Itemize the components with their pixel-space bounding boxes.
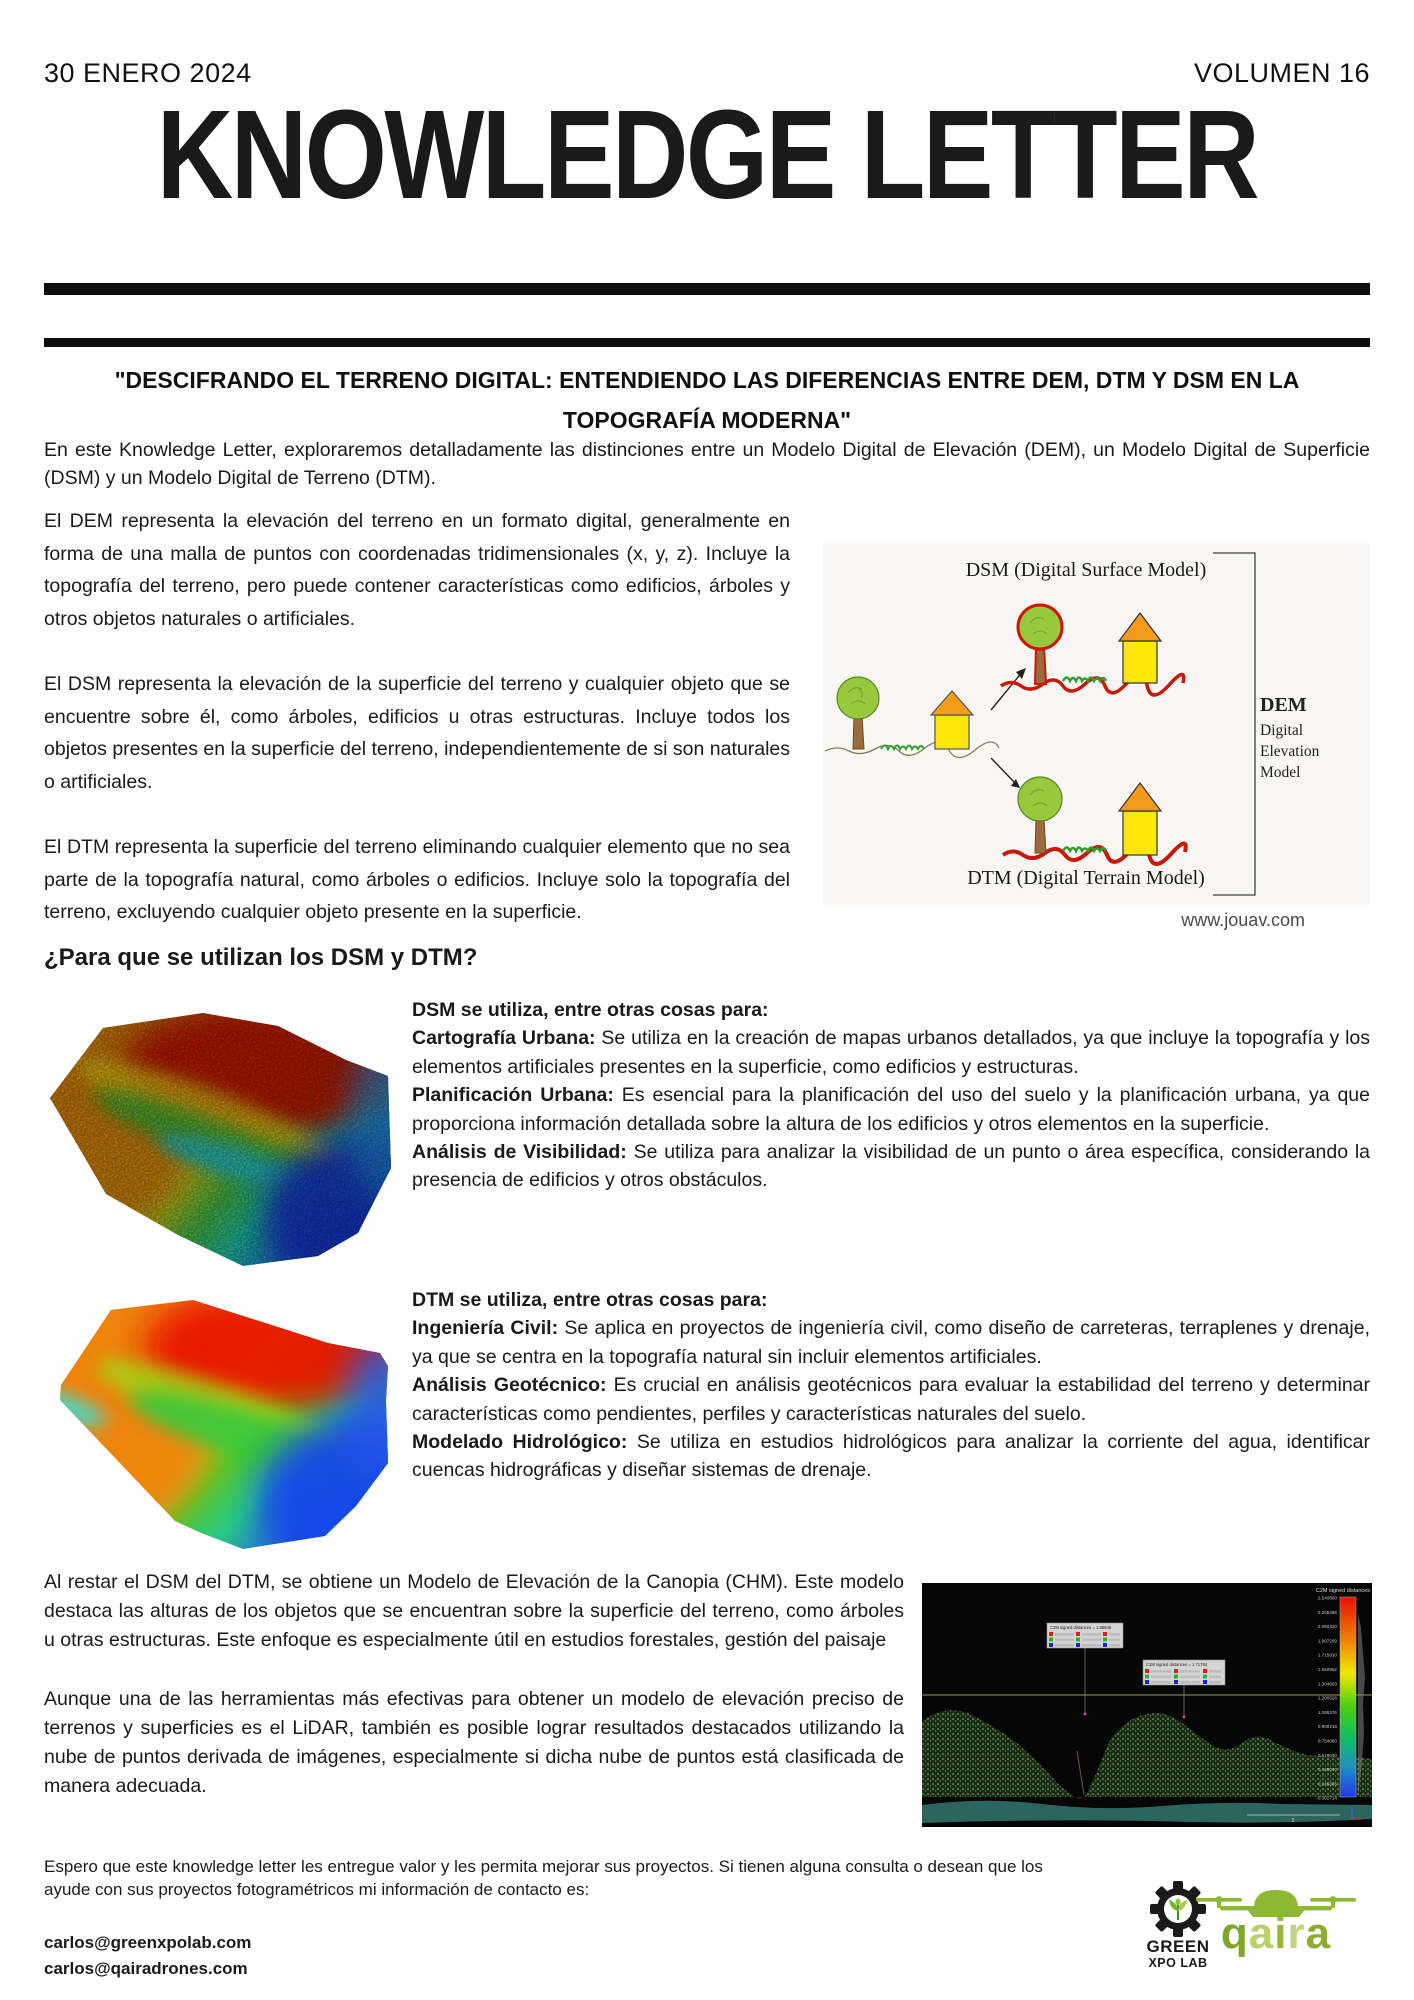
svg-text:0.579030: 0.579030	[1317, 1752, 1337, 1758]
dtm-tree-trunk	[1035, 819, 1046, 853]
tooltip-title: C2M signed distances = 1.68945	[1050, 1625, 1112, 1630]
dtm-tree-canopy	[1018, 777, 1062, 821]
use-term: Ingeniería Civil:	[412, 1317, 559, 1340]
definitions-column	[44, 505, 790, 962]
dsm-house	[1123, 641, 1157, 683]
tooltip-title: C2M signed distances = 1.71784	[1146, 1662, 1208, 1667]
svg-text:2.540800: 2.540800	[1317, 1595, 1337, 1601]
dsm-uses-block	[412, 996, 1370, 1195]
svg-text:0.754060: 0.754060	[1317, 1738, 1337, 1744]
use-term: Cartografía Urbana:	[412, 1027, 596, 1050]
use-term: Análisis de Visibilidad:	[412, 1141, 627, 1164]
divider-bar-top	[44, 283, 1370, 295]
tree-canopy-icon	[837, 677, 879, 719]
use-text: Es esencial para la planificación del uso del suelo y la planificación urbana, ya que proporciona información detallada sobre la altura de los edificios y otros elementos en la superficie.	[412, 1084, 1370, 1135]
svg-text:-0.002714: -0.002714	[1316, 1795, 1337, 1801]
contact-email-qairadrones: carlos@qairadrones.com	[44, 1959, 248, 1978]
chm-paragraph: Al restar el DSM del DTM, se obtiene un Modelo de Elevación de la Canopia (CHM). Este modelo destaca las alturas de los objetos que se encuentran sobre la superficie del terreno, como árboles u otras estructuras. Este enfoque es especialmente útil en estudios forestales, gestión del paisaje	[44, 1571, 904, 1651]
dtm-use-item	[412, 1314, 1370, 1371]
diagram-dem-sub3: Model	[1260, 764, 1301, 781]
masthead-date: 30 ENERO 2024	[44, 58, 252, 88]
svg-text:1.066376: 1.066376	[1317, 1709, 1337, 1715]
house-icon	[935, 715, 969, 749]
dsm-tree-canopy	[1018, 605, 1062, 649]
use-term: Planificación Urbana:	[412, 1084, 614, 1107]
svg-text:2.265486: 2.265486	[1317, 1609, 1337, 1615]
use-text: Se utiliza en la creación de mapas urbanos detallados, ya que incluye la topografía y los elementos artificiales presentes en la superficie, como edificios y estructuras.	[412, 1027, 1370, 1078]
masthead-volume: VOLUMEN 16	[1193, 58, 1370, 88]
dsm-tree-trunk	[1035, 646, 1046, 684]
diagram-dem-sub1: Digital	[1260, 722, 1304, 739]
dem-paragraph: El DEM representa la elevación del terreno en un formato digital, generalmente en forma de una malla de puntos con coordenadas tridimensionales (x, y, z). Incluye la topografía del terreno, pero puede contener características como edificios, árboles y otros objetos naturales o artificiales.	[44, 510, 790, 630]
svg-text:1.715810: 1.715810	[1317, 1652, 1337, 1658]
diagram-dem-sub2: Elevation	[1260, 743, 1320, 760]
svg-text:1.907209: 1.907209	[1317, 1638, 1337, 1644]
colorbar-title: C2M signed distances	[1315, 1588, 1370, 1594]
dem-dsm-dtm-diagram	[823, 543, 1370, 905]
dsm-paragraph: El DSM representa la elevación de la superficie del terreno y cualquier objeto que se encuentre sobre él, como árboles, edificios u otras estructuras. Incluye todos los objetos presentes en la superficie del terreno, independientemente de si son naturales o artificiales.	[44, 673, 790, 793]
greenxpolab-logo-text1: GREEN	[1146, 1937, 1210, 1956]
headline: "DESCIFRANDO EL TERRENO DIGITAL: ENTENDIENDO LAS DIFERENCIAS ENTRE DEM, DTM Y DSM EN LA TOPOGRAFÍA MODERNA"	[114, 367, 1300, 433]
use-term: Modelado Hidrológico:	[412, 1431, 628, 1454]
diagram-dtm-label: DTM (Digital Terrain Model)	[967, 867, 1205, 889]
use-text: Se utiliza para analizar la visibilidad de un punto o área específica, considerando la presencia de edificios y otros obstáculos.	[412, 1141, 1370, 1192]
newsletter-title: KNOWLEDGE LETTER	[156, 84, 1258, 225]
dsm-use-item	[412, 1024, 1370, 1081]
section-title: ¿Para que se utilizan los DSM y DTM?	[44, 944, 478, 971]
dtm-uses-heading: DTM se utiliza, entre otras cosas para:	[412, 1289, 768, 1311]
divider-bar-bottom	[44, 338, 1370, 347]
svg-text:0.460040: 0.460040	[1317, 1767, 1337, 1773]
contact-emails	[44, 1930, 251, 1982]
diagram-caption: www.jouav.com	[1181, 910, 1305, 930]
use-text: Es crucial en análisis geotécnicos para evaluar la estabilidad del terreno y determinar características como pendientes, perfiles y características naturales del suelo.	[412, 1374, 1371, 1425]
closing-column	[44, 1568, 904, 1831]
qaira-logo	[1196, 1886, 1356, 1958]
dtm-elevation-image	[28, 1288, 400, 1552]
svg-text:1.200526: 1.200526	[1317, 1695, 1337, 1701]
dtm-uses-block	[412, 1286, 1370, 1485]
diagram-dsm-label: DSM (Digital Surface Model)	[965, 559, 1207, 581]
svg-text:0.900218: 0.900218	[1317, 1724, 1337, 1730]
dtm-house	[1123, 811, 1157, 855]
lidar-screenshot	[922, 1583, 1372, 1827]
tree-trunk-icon	[853, 715, 864, 749]
dtm-use-item	[412, 1428, 1370, 1485]
qaira-logo-word: qaira	[1220, 1909, 1332, 1958]
use-text: Se aplica en proyectos de ingeniería civil, como diseño de carreteras, terraplenes y drenaje, ya que se centra en la topografía natural sin incluir elementos artificiales.	[412, 1317, 1370, 1368]
footer-paragraph: Espero que este knowledge letter les entregue valor y les permita mejorar sus proyectos. Si tienen alguna consulta o desean que los ayude con sus proyectos fotogramétricos mi información de contacto es:	[44, 1857, 1043, 1899]
dtm-use-item	[412, 1371, 1370, 1428]
intro-paragraph: En este Knowledge Letter, exploraremos detalladamente las distinciones entre un Modelo Digital de Elevación (DEM), un Modelo Digital de Superficie (DSM) y un Modelo Digital de Terreno (DTM).	[44, 439, 1370, 489]
svg-text:1.550952: 1.550952	[1317, 1667, 1337, 1672]
colorbar-ticks	[1316, 1596, 1337, 1801]
svg-text:2.050320: 2.050320	[1317, 1624, 1337, 1630]
contact-email-greenxpolab: carlos@greenxpolab.com	[44, 1933, 252, 1952]
svg-text:2: 2	[1291, 1818, 1295, 1824]
svg-text:0.245085: 0.245085	[1317, 1781, 1337, 1787]
dsm-elevation-image	[28, 998, 400, 1270]
use-text: Se utiliza en estudios hidrológicos para analizar la corriente del agua, identificar cuencas hidrográficas y diseñar sistemas de drenaje.	[412, 1431, 1370, 1482]
use-term: Análisis Geotécnico:	[412, 1374, 607, 1397]
lidar-paragraph: Aunque una de las herramientas más efectivas para obtener un modelo de elevación preciso de terrenos y superficies es el LiDAR, también es posible lograr resultados destacados utilizando la nube de puntos derivada de imágenes, especialmente si dicha nube de puntos está clasificada de manera adecuada.	[44, 1688, 904, 1797]
diagram-dem-label: DEM	[1260, 694, 1307, 716]
dsm-use-item	[412, 1138, 1370, 1195]
dsm-uses-heading: DSM se utiliza, entre otras cosas para:	[412, 999, 769, 1021]
dtm-paragraph: El DTM representa la superficie del terreno eliminando cualquier elemento que no sea parte de la topografía natural, como árboles o edificios. Incluye solo la topografía del terreno, excluyendo cualquier objeto presente en la superficie.	[44, 836, 790, 923]
dsm-use-item	[412, 1081, 1370, 1138]
greenxpolab-logo-text2: XPO LAB	[1148, 1956, 1208, 1970]
svg-text:1.304603: 1.304603	[1317, 1681, 1337, 1687]
